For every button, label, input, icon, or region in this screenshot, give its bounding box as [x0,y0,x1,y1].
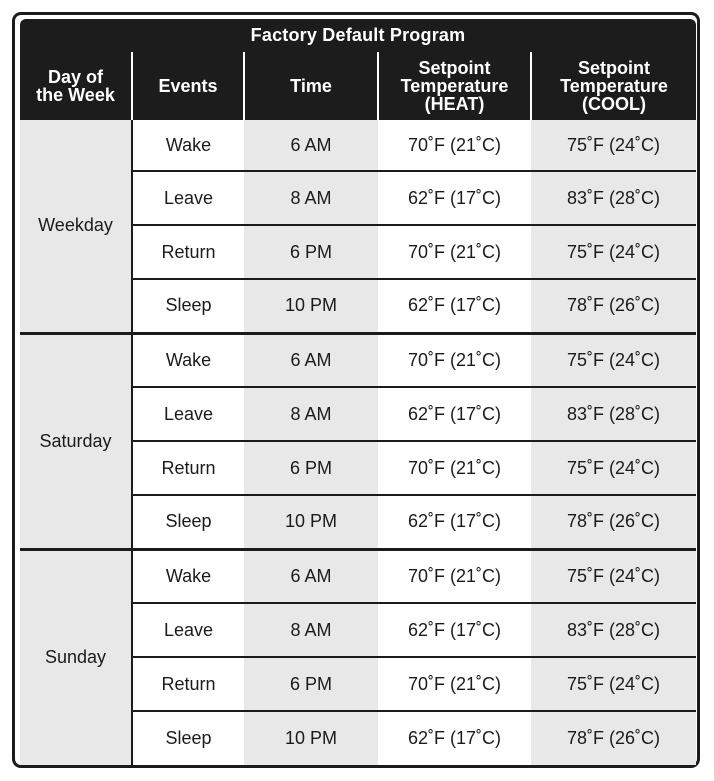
heat-setpoint-cell: 62˚F (17˚C) [378,603,531,657]
header-cool: Setpoint Temperature (COOL) [531,52,696,120]
time-cell: 10 PM [244,495,378,549]
cool-setpoint-cell: 78˚F (26˚C) [531,711,696,765]
heat-setpoint-cell: 62˚F (17˚C) [378,279,531,333]
time-cell: 6 PM [244,441,378,495]
table-title: Factory Default Program [20,19,696,52]
table-body [20,120,696,765]
day-cell: Sunday [20,549,132,765]
cool-setpoint-cell: 75˚F (24˚C) [531,657,696,711]
time-cell: 8 AM [244,171,378,225]
event-cell: Leave [132,603,244,657]
event-cell: Wake [132,549,244,603]
heat-setpoint-cell: 62˚F (17˚C) [378,171,531,225]
time-cell: 6 AM [244,333,378,387]
time-cell: 6 PM [244,225,378,279]
time-cell: 8 AM [244,387,378,441]
event-cell: Return [132,225,244,279]
heat-setpoint-cell: 70˚F (21˚C) [378,441,531,495]
heat-setpoint-cell: 62˚F (17˚C) [378,711,531,765]
table-row [20,333,696,387]
time-cell: 6 AM [244,120,378,171]
heat-setpoint-cell: 62˚F (17˚C) [378,387,531,441]
cool-setpoint-cell: 75˚F (24˚C) [531,441,696,495]
heat-setpoint-cell: 70˚F (21˚C) [378,225,531,279]
header-time: Time [244,52,378,120]
event-cell: Sleep [132,279,244,333]
header-events: Events [132,52,244,120]
header-day: Day of the Week [20,52,132,120]
cool-setpoint-cell: 83˚F (28˚C) [531,387,696,441]
heat-setpoint-cell: 70˚F (21˚C) [378,333,531,387]
event-cell: Return [132,441,244,495]
time-cell: 6 AM [244,549,378,603]
table-row [20,549,696,603]
event-cell: Sleep [132,495,244,549]
time-cell: 6 PM [244,657,378,711]
event-cell: Wake [132,333,244,387]
event-cell: Leave [132,387,244,441]
cool-setpoint-cell: 75˚F (24˚C) [531,333,696,387]
time-cell: 10 PM [244,279,378,333]
heat-setpoint-cell: 70˚F (21˚C) [378,657,531,711]
day-cell: Saturday [20,333,132,549]
cool-setpoint-cell: 75˚F (24˚C) [531,120,696,171]
heat-setpoint-cell: 62˚F (17˚C) [378,495,531,549]
heat-setpoint-cell: 70˚F (21˚C) [378,120,531,171]
event-cell: Sleep [132,711,244,765]
event-cell: Leave [132,171,244,225]
program-table [20,52,696,765]
event-cell: Wake [132,120,244,171]
time-cell: 8 AM [244,603,378,657]
day-cell: Weekday [20,120,132,333]
table-row [20,120,696,171]
cool-setpoint-cell: 78˚F (26˚C) [531,495,696,549]
time-cell: 10 PM [244,711,378,765]
cool-setpoint-cell: 78˚F (26˚C) [531,279,696,333]
cool-setpoint-cell: 83˚F (28˚C) [531,603,696,657]
cool-setpoint-cell: 75˚F (24˚C) [531,225,696,279]
program-table-container [20,19,696,761]
header-row [20,52,696,120]
heat-setpoint-cell: 70˚F (21˚C) [378,549,531,603]
event-cell: Return [132,657,244,711]
cool-setpoint-cell: 75˚F (24˚C) [531,549,696,603]
cool-setpoint-cell: 83˚F (28˚C) [531,171,696,225]
header-heat: Setpoint Temperature (HEAT) [378,52,531,120]
